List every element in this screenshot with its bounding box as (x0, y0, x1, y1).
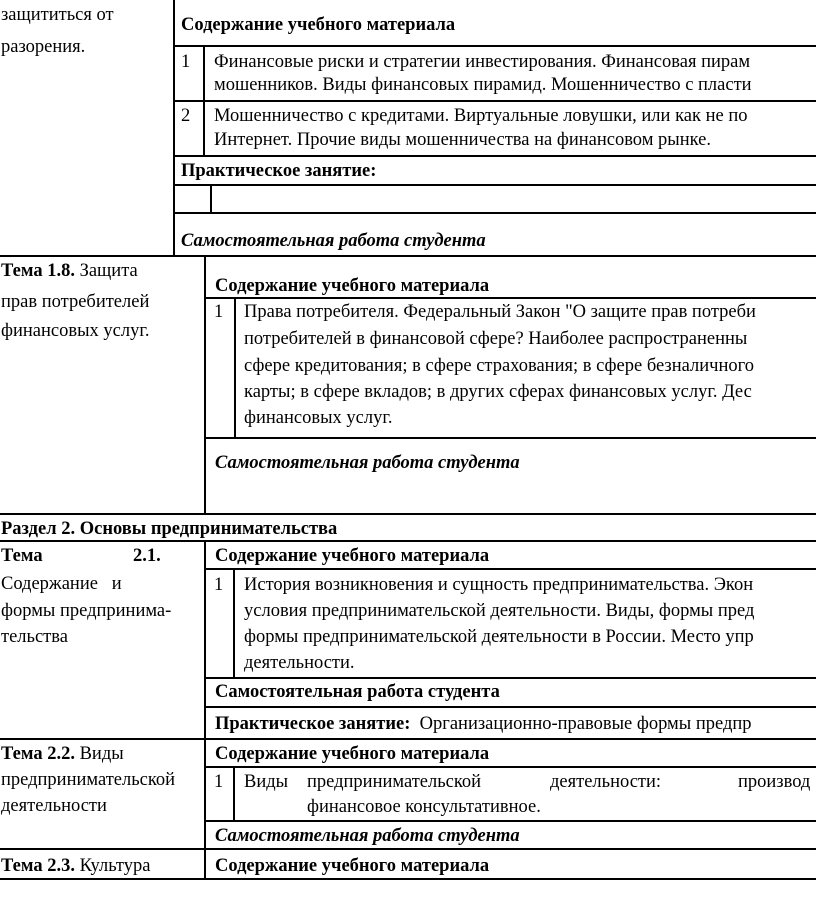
item-word: деятельности: (550, 772, 662, 792)
topic-title-line (1, 856, 150, 876)
topic-title-line: Содержание и (1, 574, 122, 594)
item-word: Виды (244, 772, 289, 792)
item-text-line: Мошенничество с кредитами. Виртуальные ловушки, или как не по (214, 106, 748, 126)
practical-label: Практическое занятие: (215, 714, 411, 734)
topic-title: Культура (79, 856, 151, 876)
topic-number: Тема 1.8. (1, 261, 75, 281)
topic-title-line: защититься от (1, 5, 114, 25)
grid-line (233, 568, 235, 677)
item-word: предпринимательской (307, 772, 482, 792)
grid-line (0, 878, 816, 880)
content-header: Содержание учебного материала (181, 15, 456, 35)
item-text-line: Права потребителя. Федеральный Закон "О защите прав потреби (244, 302, 756, 322)
item-number: 1 (181, 52, 191, 72)
topic-title-line (1, 261, 138, 281)
topic-label: Тема (1, 546, 43, 566)
grid-line (0, 513, 816, 515)
grid-line (210, 184, 212, 212)
topic-title: Защита (79, 261, 138, 281)
grid-line (204, 540, 206, 878)
grid-line (0, 540, 816, 542)
topic-title-line: формы предпринима- (1, 601, 172, 621)
grid-line (204, 820, 816, 822)
grid-line (173, 0, 175, 255)
grid-line (173, 184, 816, 186)
item-word: производ (738, 772, 811, 792)
grid-line (173, 45, 816, 47)
content-header: Содержание учебного материала (215, 744, 490, 764)
grid-line (204, 255, 206, 513)
grid-line (204, 297, 816, 299)
topic-title-line (1, 744, 124, 764)
item-text-line: Финансовые риски и стратегии инвестирования. Финансовая пирам (214, 52, 751, 72)
item-text-line: Интернет. Прочие виды мошенничества на финансовом рынке. (214, 130, 711, 150)
topic-title-line: тельства (1, 627, 68, 647)
content-header: Содержание учебного материала (215, 856, 490, 876)
section-title: Раздел 2. Основы предпринимательства (1, 519, 338, 539)
item-text-line: финансовое консультативное. (307, 797, 541, 817)
practical-text: Организационно-правовые формы предпр (419, 714, 752, 734)
topic-title-line: деятельности (1, 796, 107, 816)
grid-line (173, 100, 816, 102)
item-number: 2 (181, 106, 191, 126)
practical-label: Практическое занятие: (181, 161, 377, 181)
item-text-line: финансовых услуг. (244, 408, 393, 428)
item-text-line: сфере кредитования; в сфере страхования; в сфере безналичного (244, 356, 754, 376)
grid-line (204, 677, 816, 679)
item-text-line: мошенников. Виды финансовых пирамид. Мошенничество с пласти (214, 75, 752, 95)
item-text-line: деятельности. (244, 653, 355, 673)
grid-line (0, 738, 816, 740)
topic-title-line: финансовых услуг. (1, 321, 150, 341)
item-text-line: потребителей в финансовой сфере? Наиболее распространенны (244, 329, 748, 349)
item-number: 1 (214, 302, 224, 322)
topic-title: Виды (79, 744, 124, 764)
item-number: 1 (214, 575, 224, 595)
grid-line (0, 848, 816, 850)
grid-line (173, 155, 816, 157)
item-text-line: условия предпринимательской деятельности. Виды, формы пред (244, 601, 755, 621)
self-work-label: Самостоятельная работа студента (215, 682, 500, 702)
topic-number: 2.1. (133, 546, 161, 566)
item-text-line: История возникновения и сущность предпринимательства. Экон (244, 575, 754, 595)
grid-line (234, 297, 236, 437)
grid-line (204, 437, 816, 439)
self-work-label: Самостоятельная работа студента (181, 231, 486, 251)
grid-line (204, 568, 816, 570)
topic-number: Тема 2.2. (1, 744, 75, 764)
grid-line (204, 706, 816, 708)
content-header: Содержание учебного материала (215, 276, 490, 296)
grid-line (0, 255, 816, 257)
topic-title-line: прав потребителей (1, 292, 150, 312)
grid-line (173, 212, 816, 214)
topic-title-line: предпринимательской (1, 770, 176, 790)
content-header: Содержание учебного материала (215, 546, 490, 566)
item-text-line: формы предпринимательской деятельности в России. Место упр (244, 627, 754, 647)
practical-row (215, 714, 752, 734)
topic-title-line: разорения. (1, 37, 86, 57)
grid-line (203, 45, 205, 155)
item-text-line: карты; в сфере вкладов; в других сферах финансовых услуг. Дес (244, 382, 752, 402)
grid-line (233, 766, 235, 820)
topic-number: Тема 2.3. (1, 856, 75, 876)
self-work-label: Самостоятельная работа студента (215, 826, 520, 846)
grid-line (204, 766, 816, 768)
item-number: 1 (214, 772, 224, 792)
self-work-label: Самостоятельная работа студента (215, 453, 520, 473)
